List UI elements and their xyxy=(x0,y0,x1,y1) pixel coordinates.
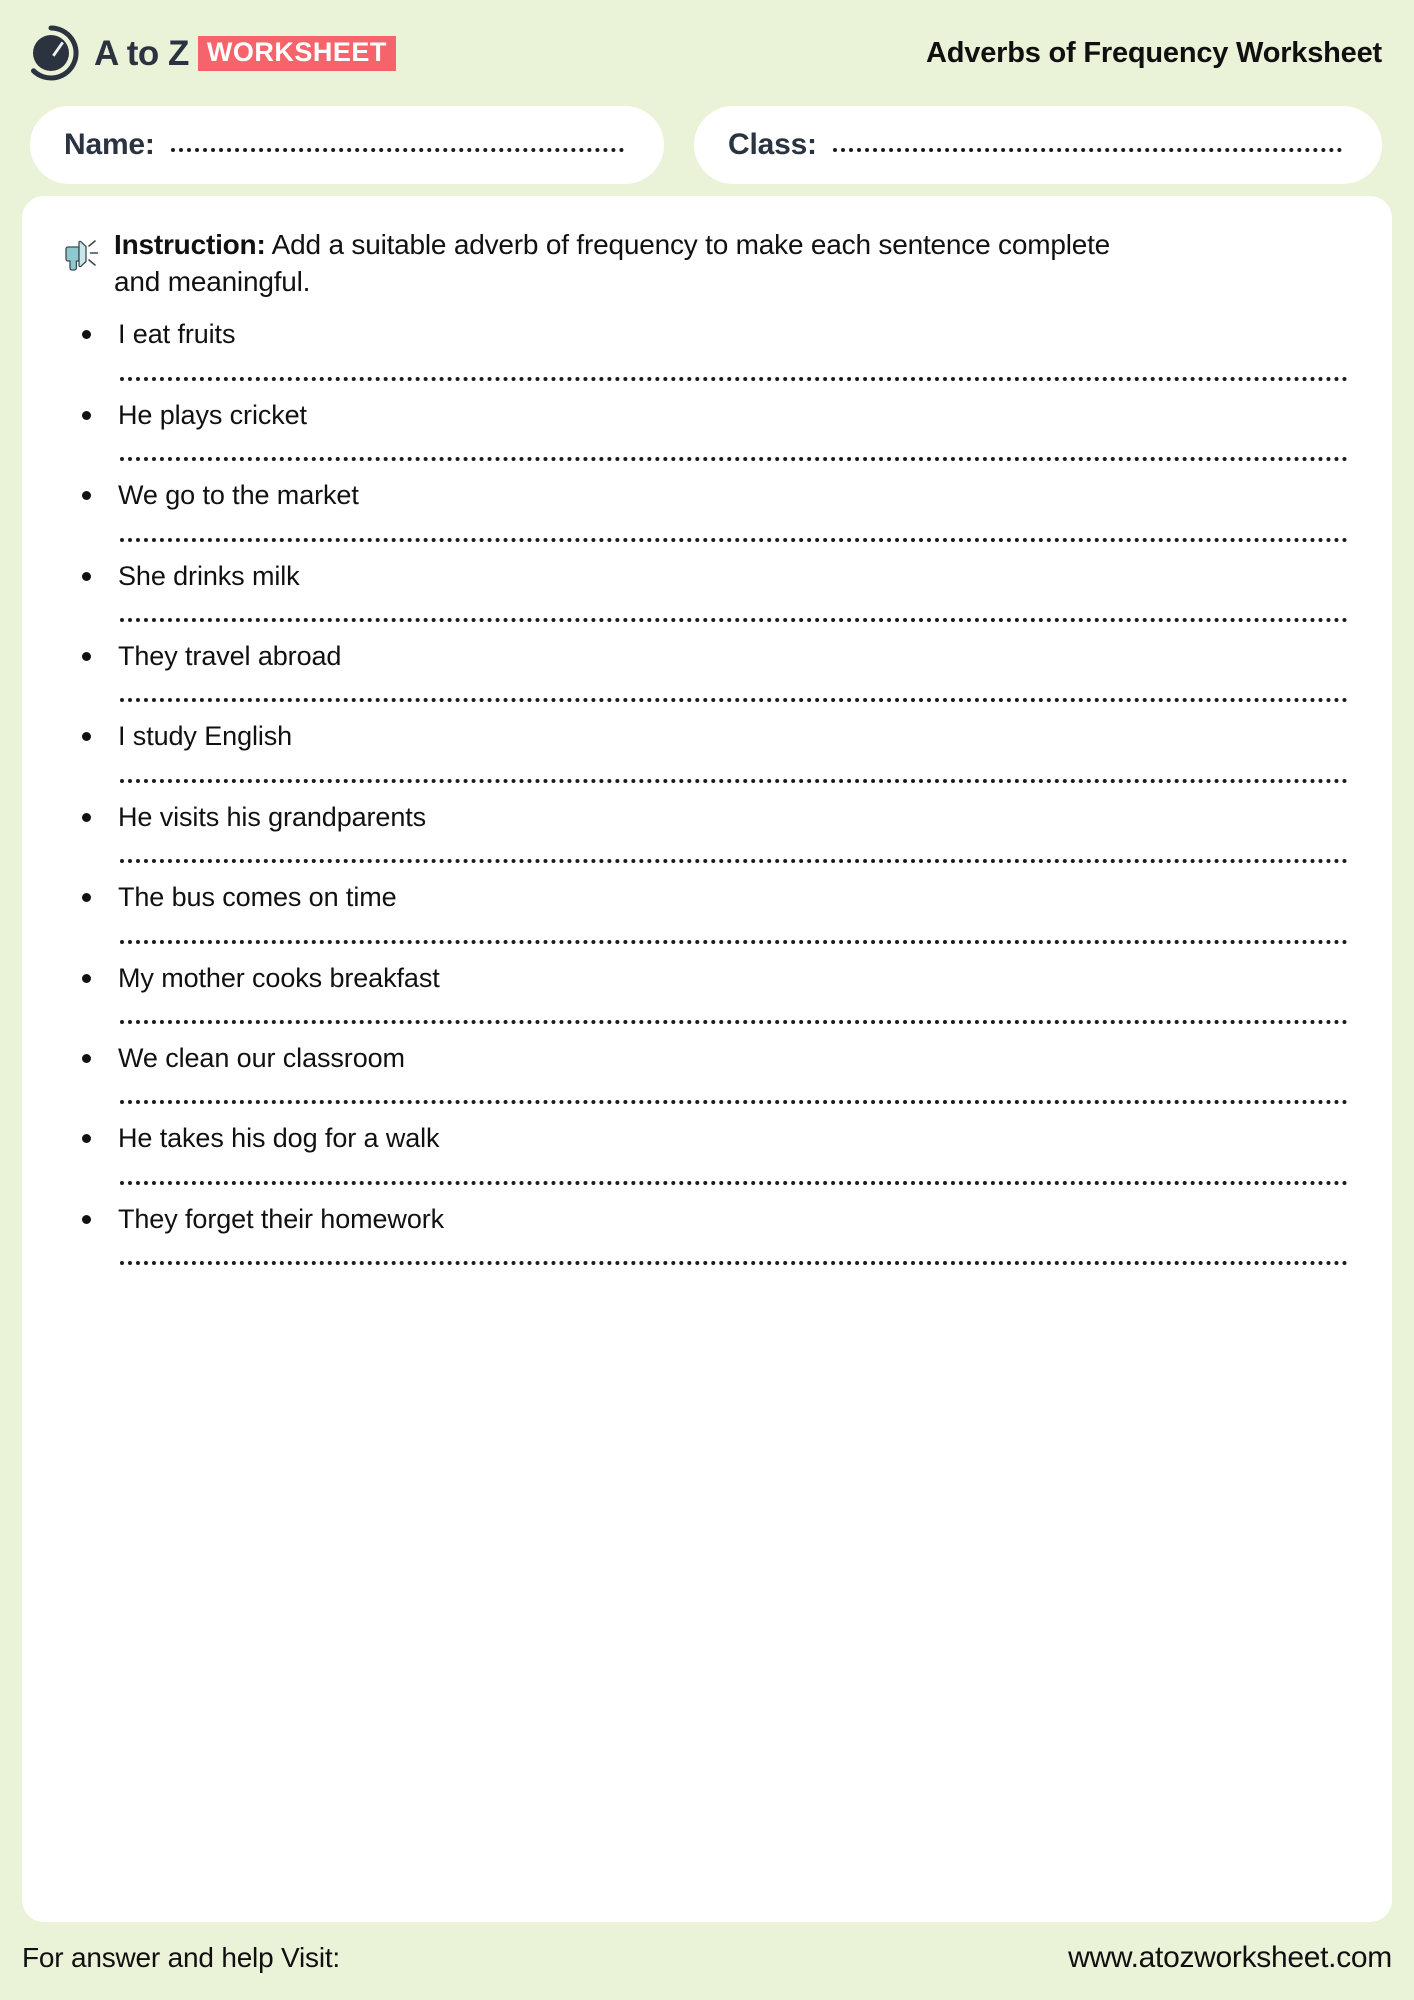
footer-website-link[interactable]: www.atozworksheet.com xyxy=(1068,1941,1392,1974)
answer-line[interactable] xyxy=(120,536,1348,542)
bullet-icon xyxy=(82,893,91,902)
answer-line[interactable] xyxy=(120,616,1348,622)
question-text: They travel abroad xyxy=(118,641,342,672)
answer-line[interactable] xyxy=(120,857,1348,863)
bullet-icon xyxy=(82,572,91,581)
worksheet-card xyxy=(22,196,1392,1922)
answer-line[interactable] xyxy=(120,375,1348,381)
question-list xyxy=(62,318,1348,1265)
bullet-icon xyxy=(82,813,91,822)
question-text: She drinks milk xyxy=(118,560,300,591)
question-item xyxy=(62,1203,1348,1265)
brand-name: A to Z xyxy=(94,33,189,73)
bullet-icon xyxy=(82,491,91,500)
bullet-icon xyxy=(82,1215,91,1224)
brand-badge: WORKSHEET xyxy=(198,36,396,71)
name-field-container[interactable] xyxy=(30,106,664,184)
answer-line[interactable] xyxy=(120,1259,1348,1265)
answer-line[interactable] xyxy=(120,938,1348,944)
question-text: I study English xyxy=(118,721,293,752)
page-header xyxy=(0,0,1414,106)
question-item xyxy=(62,881,1348,943)
question-item xyxy=(62,801,1348,863)
question-text: He plays cricket xyxy=(118,399,307,430)
brand-logo[interactable] xyxy=(22,24,396,82)
bullet-icon xyxy=(82,330,91,339)
answer-line[interactable] xyxy=(120,777,1348,783)
bullet-icon xyxy=(82,732,91,741)
instruction-text-wrap xyxy=(114,226,1124,300)
question-item xyxy=(62,399,1348,461)
question-item xyxy=(62,1122,1348,1184)
class-field-container[interactable] xyxy=(694,106,1382,184)
bullet-icon xyxy=(82,411,91,420)
answer-line[interactable] xyxy=(120,1018,1348,1024)
question-text: The bus comes on time xyxy=(118,882,397,913)
bullet-icon xyxy=(82,1054,91,1063)
answer-line[interactable] xyxy=(120,1179,1348,1185)
megaphone-icon xyxy=(62,236,102,272)
page-title: Adverbs of Frequency Worksheet xyxy=(926,36,1382,69)
question-text: We clean our classroom xyxy=(118,1042,405,1073)
instruction-text: Add a suitable adverb of frequency to make each sentence complete and meaningful. xyxy=(114,229,1111,298)
answer-line[interactable] xyxy=(120,455,1348,461)
question-text: We go to the market xyxy=(118,480,359,511)
answer-line[interactable] xyxy=(120,1098,1348,1104)
footer-help-text: For answer and help Visit: xyxy=(22,1942,341,1973)
bullet-icon xyxy=(82,974,91,983)
question-item xyxy=(62,479,1348,541)
student-info-row xyxy=(0,106,1414,184)
question-text: He takes his dog for a walk xyxy=(118,1123,440,1154)
bullet-icon xyxy=(82,1134,91,1143)
name-label: Name: xyxy=(64,128,155,161)
name-input[interactable] xyxy=(171,134,624,156)
instruction-label: Instruction: xyxy=(114,229,266,260)
question-text: He visits his grandparents xyxy=(118,801,427,832)
question-text: My mother cooks breakfast xyxy=(118,962,440,993)
bullet-icon xyxy=(82,652,91,661)
question-item xyxy=(62,962,1348,1024)
question-item xyxy=(62,720,1348,782)
page-footer xyxy=(0,1922,1414,2000)
question-item xyxy=(62,318,1348,380)
question-item xyxy=(62,640,1348,702)
class-input[interactable] xyxy=(833,134,1342,156)
instruction-block xyxy=(62,226,1348,300)
answer-line[interactable] xyxy=(120,696,1348,702)
question-text: They forget their homework xyxy=(118,1203,445,1234)
question-item xyxy=(62,1042,1348,1104)
pen-in-circle-icon xyxy=(22,24,80,82)
question-text: I eat fruits xyxy=(118,319,236,350)
class-label: Class: xyxy=(728,128,817,161)
question-item xyxy=(62,560,1348,622)
